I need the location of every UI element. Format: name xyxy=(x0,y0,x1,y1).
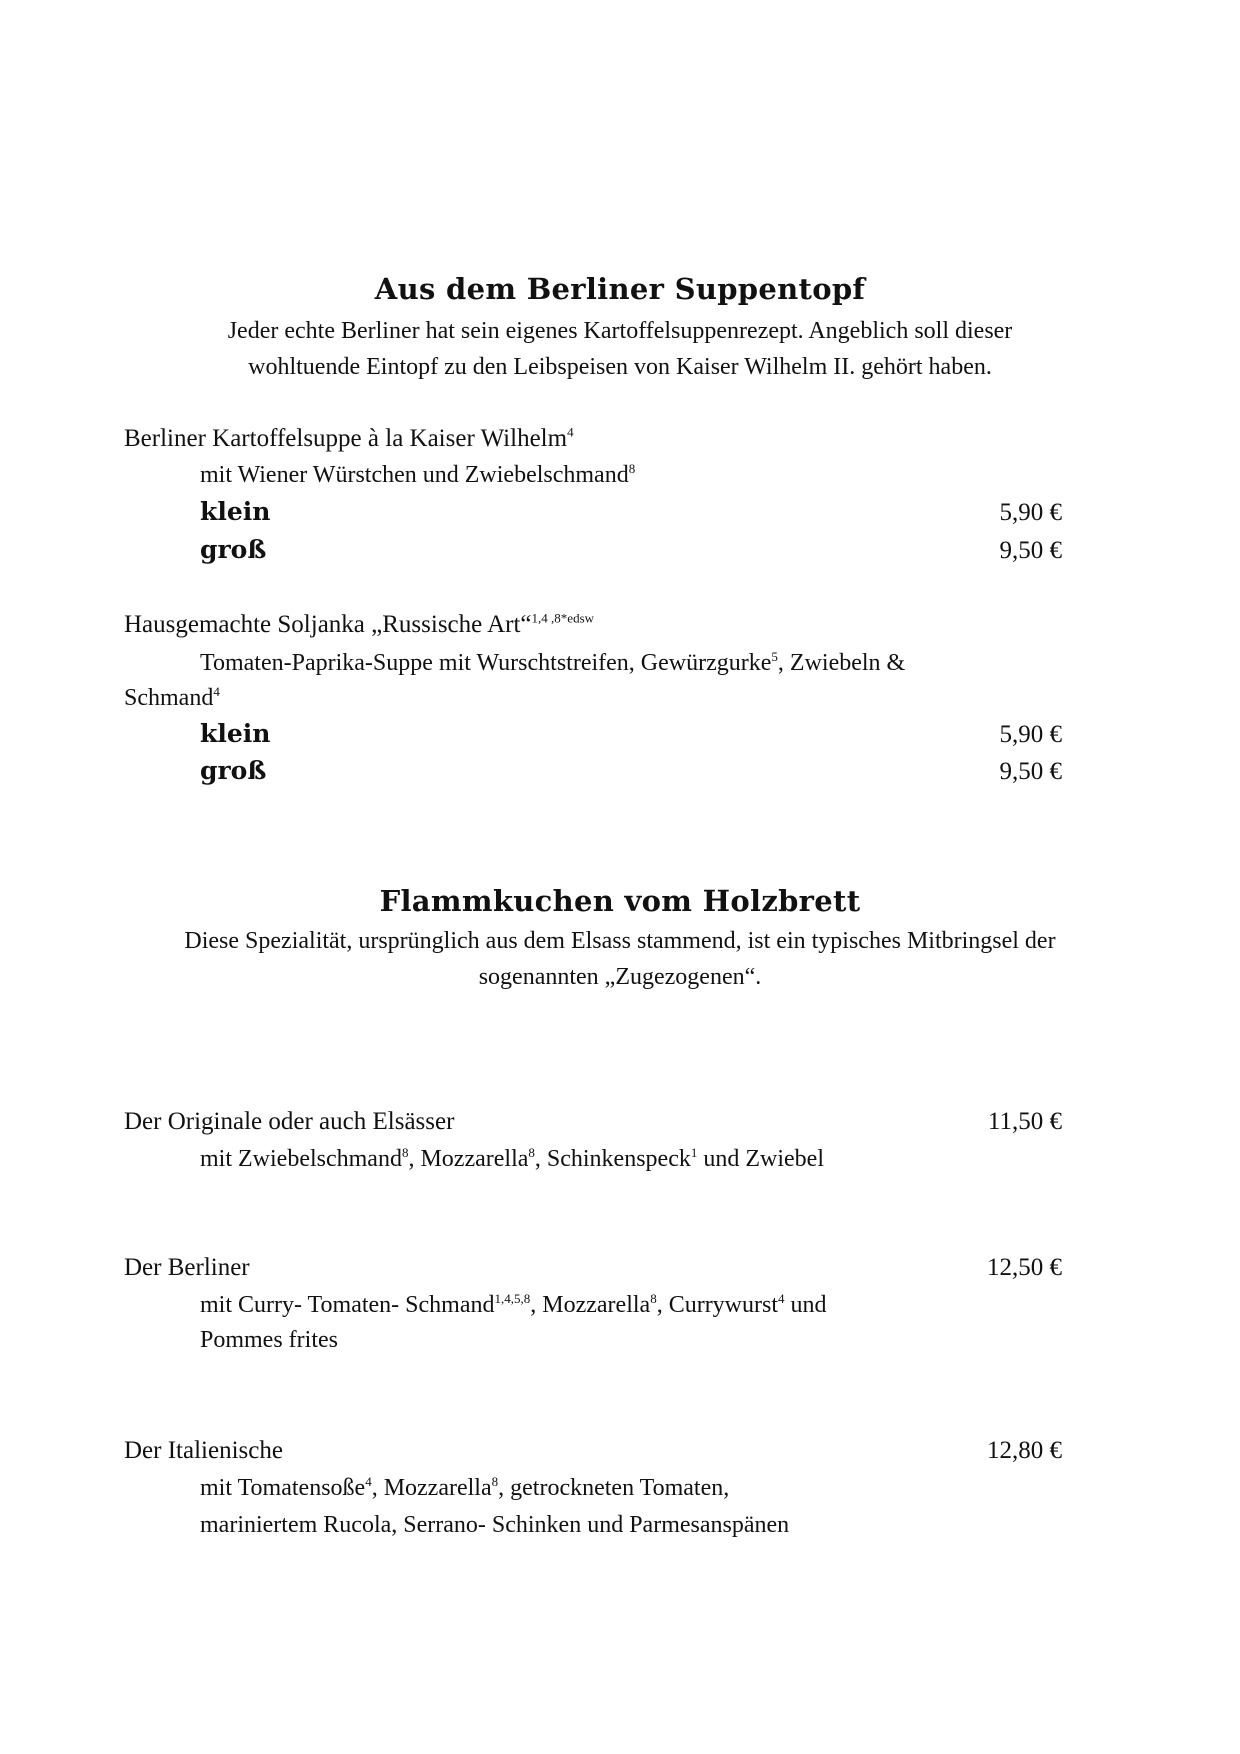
dish-name-berliner: Der Berliner xyxy=(124,1254,250,1281)
dish-desc-originale: mit Zwiebelschmand$^8$, Mozzarella$^8$, Schinkenspeck$^1$ und Zwiebel xyxy=(200,1145,824,1172)
section-intro-line-2: sogenannten „Zugezogenen“. xyxy=(478,964,762,990)
dish-price-originale: 11,50 € xyxy=(987,1108,1062,1135)
dish-desc-italienische-line-2: mariniertem Rucola, Serrano- Schinken und Parmesanspänen xyxy=(200,1512,790,1538)
dish-desc-soljanka: Tomaten-Paprika-Suppe mit Wurschtstreifen, Gewürzgurke$^5$, Zwiebeln & xyxy=(200,649,906,676)
dish-name-originale: Der Originale oder auch Elsässer xyxy=(124,1108,455,1135)
dish-price-italienische: 12,80 € xyxy=(987,1437,1062,1464)
price-gross: 9,50 € xyxy=(999,537,1062,564)
size-label-gross: groß xyxy=(200,535,267,564)
dish-name-kartoffelsuppe: Berliner Kartoffelsuppe à la Kaiser Wilhelm$^4$ xyxy=(124,424,574,452)
dish-name-soljanka: Hausgemachte Soljanka „Russische Art“$^{1,4 ,8*edsw}$ xyxy=(124,610,595,638)
section-title-flammkuchen: Flammkuchen vom Holzbrett xyxy=(379,884,861,918)
size-label-klein: klein xyxy=(200,497,271,526)
price-gross: 9,50 € xyxy=(999,758,1062,785)
price-klein: 5,90 € xyxy=(999,499,1062,526)
section-intro-line-2: wohltuende Eintopf zu den Leibspeisen von Kaiser Wilhelm II. gehört haben. xyxy=(248,354,992,380)
size-label-klein: klein xyxy=(200,719,271,748)
dish-desc-berliner: mit Curry- Tomaten- Schmand$^{1,4,5,8}$, Mozzarella$^8$, Currywurst$^4$ und xyxy=(200,1291,827,1318)
dish-desc-italienische: mit Tomatensoße$^4$, Mozzarella$^8$, getrockneten Tomaten, xyxy=(200,1474,730,1501)
dish-desc-berliner-line-2: Pommes frites xyxy=(200,1327,338,1353)
price-klein: 5,90 € xyxy=(999,721,1062,748)
section-intro-line-1: Diese Spezialität, ursprünglich aus dem Elsass stammend, ist ein typisches Mitbringsel der xyxy=(184,928,1056,954)
section-title-suppentopf: Aus dem Berliner Suppentopf xyxy=(374,272,866,306)
dish-desc-soljanka-line-2: Schmand$^4$ xyxy=(124,684,220,711)
dish-price-berliner: 12,50 € xyxy=(987,1254,1062,1281)
dish-name-italienische: Der Italienische xyxy=(124,1437,283,1464)
size-label-gross: groß xyxy=(200,756,267,785)
section-intro-line-1: Jeder echte Berliner hat sein eigenes Kartoffelsuppenrezept. Angeblich soll dieser xyxy=(227,318,1013,344)
dish-desc-kartoffelsuppe: mit Wiener Würstchen und Zwiebelschmand$^8$ xyxy=(200,461,636,488)
